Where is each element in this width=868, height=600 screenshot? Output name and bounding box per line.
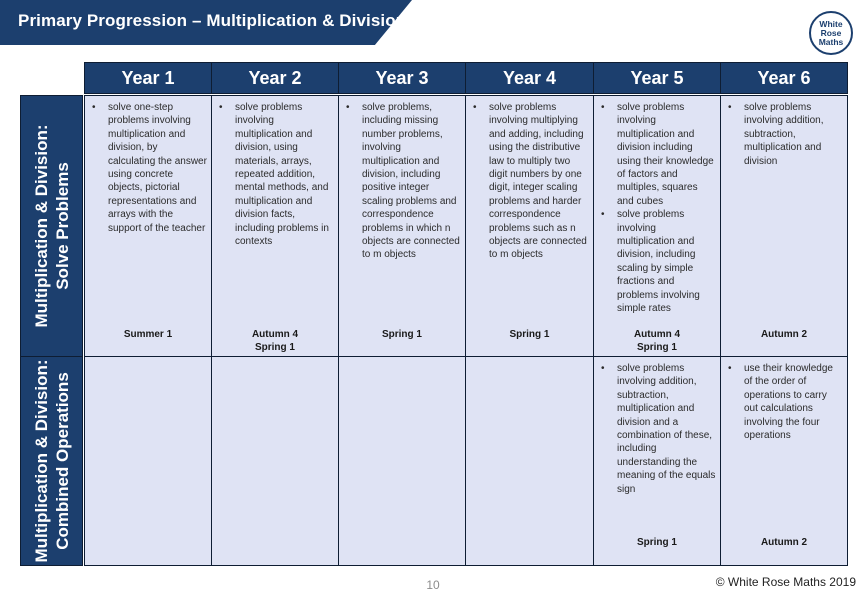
- cell-solve-problems-year-5: [593, 95, 721, 357]
- year-header-6: Year 6: [720, 62, 848, 94]
- objective-bullet: • solve problems, including missing number problems, involving multiplication and division, including positive integer scaling problems and correspondence problems in which n objects are connected to m objects: [346, 101, 461, 262]
- term-label: Spring 1: [636, 342, 677, 353]
- objective-bullet: • solve problems involving multiplication and division, using materials, arrays, repeated addition, mental methods, and multiplication and division facts, including problems in contexts: [219, 101, 334, 248]
- row-label-combined-operations: Multiplication & Division: Combined Operations: [20, 356, 83, 566]
- term-label: Autumn 4: [633, 329, 681, 340]
- term-label: Autumn 2: [760, 329, 808, 340]
- cell-solve-problems-year-3: [338, 95, 466, 357]
- year-header-1: Year 1: [84, 62, 212, 94]
- row-label-solve-problems: Multiplication & Division: Solve Problems: [20, 95, 83, 357]
- term-label: Spring 1: [254, 342, 295, 353]
- term-label: Autumn 4: [251, 329, 299, 340]
- cell-combined-operations-year-2: [211, 356, 339, 566]
- cell-combined-operations-year-5: [593, 356, 721, 566]
- objective-bullet: • use their knowledge of the order of operations to carry out calculations involving the four operations: [728, 362, 843, 442]
- objective-bullet: • solve one-step problems involving multiplication and division, by calculating the answer using concrete objects, pictorial representations and arrays with the support of the teacher: [92, 101, 207, 235]
- page-title: Primary Progression – Multiplication & Division: [18, 11, 407, 30]
- objective-bullet: • solve problems involving addition, subtraction, multiplication and division: [728, 101, 843, 168]
- objective-bullet: • solve problems involving multiplication and division including using their knowledge of factors and multiples, squares and cubes: [601, 101, 716, 208]
- year-header-3: Year 3: [338, 62, 466, 94]
- year-header-4: Year 4: [465, 62, 594, 94]
- cell-combined-operations-year-3: [338, 356, 466, 566]
- term-label: Spring 1: [381, 329, 422, 340]
- white-rose-maths-logo: White Rose Maths: [809, 11, 853, 55]
- term-label: Summer 1: [123, 329, 173, 340]
- objective-bullet: • solve problems involving addition, subtraction, multiplication and division and a combination of these, including understanding the meaning of the equals sign: [601, 362, 716, 496]
- page-number: 10: [426, 578, 440, 592]
- cell-combined-operations-year-6: [720, 356, 848, 566]
- cell-combined-operations-year-1: [84, 356, 212, 566]
- cell-solve-problems-year-1: [84, 95, 212, 357]
- year-header-5: Year 5: [593, 62, 721, 94]
- cell-combined-operations-year-4: [465, 356, 594, 566]
- term-label: Spring 1: [636, 537, 677, 548]
- term-label: Spring 1: [509, 329, 550, 340]
- cell-solve-problems-year-4: [465, 95, 594, 357]
- cell-solve-problems-year-2: [211, 95, 339, 357]
- objective-bullet: • solve problems involving multiplication and division, including scaling by simple fractions and problems involving simple rates: [601, 208, 716, 315]
- objective-bullet: • solve problems involving multiplying and adding, including using the distributive law to multiply two digit numbers by one digit, integer scaling problems and harder correspondence problems such as n objects are connected to m objects: [473, 101, 589, 262]
- term-label: Autumn 2: [760, 537, 808, 548]
- cell-solve-problems-year-6: [720, 95, 848, 357]
- copyright-notice: © White Rose Maths 2019: [715, 575, 856, 589]
- year-header-2: Year 2: [211, 62, 339, 94]
